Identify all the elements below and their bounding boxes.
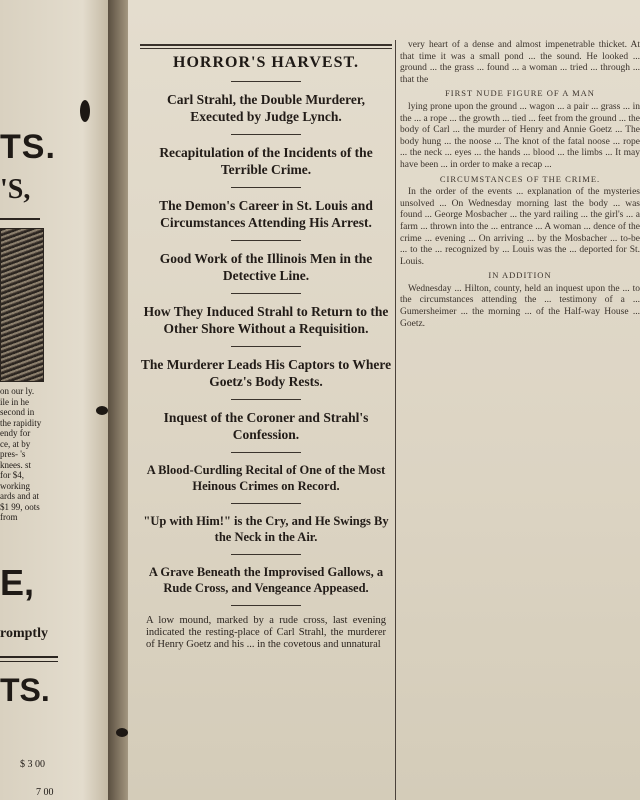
left-fragment-price-2: 7 00 — [36, 787, 54, 798]
engraving-illustration — [0, 228, 44, 382]
article-deck: Carl Strahl, the Double Murderer, Executed by Judge Lynch. — [167, 92, 365, 124]
article-deck: Inquest of the Coroner and Strahl's Confession. — [163, 410, 369, 442]
left-fragment-small-text: on our ly. ile in he second in the rapidity endy for ce, at by pres- 's knees. st for $4, working ards and at $1 99, oots from — [0, 386, 42, 522]
article-deck: Good Work of the Illinois Men in the Detective Line. — [159, 251, 373, 283]
left-fragment-ts-2: TS. — [0, 672, 50, 708]
article-deck: How They Induced Strahl to Return to the Other Shore Without a Requisition. — [143, 304, 389, 336]
article-deck: The Murderer Leads His Captors to Where Goetz's Body Rests. — [140, 357, 392, 389]
left-fragment-price-1: $ 3 00 — [20, 759, 45, 770]
deck-separator — [231, 605, 301, 606]
right-column — [400, 40, 640, 330]
left-fragment-e: E, — [0, 562, 35, 603]
deck-separator — [231, 134, 301, 135]
right-column-subhead: CIRCUMSTANCES OF THE CRIME. — [439, 173, 601, 184]
right-column-subhead: FIRST NUDE FIGURE OF A MAN — [445, 88, 595, 99]
right-column-paragraph: lying prone upon the ground ... wagon ... a pair ... grass ... in the ... a rope ... the growth ... tied ... feet from the ground ... the body of Carl ... the murder of Henry and Annie Goetz ... The body hung ... the noose ... The knot of the fatal noose ... rope ... the neck ... eyes ... the hands ... blood ... the limbs ... It may have been ... in order to make a recap ... — [400, 101, 640, 170]
binding-hole — [116, 728, 128, 737]
article-deck: The Demon's Career in St. Louis and Circumstances Attending His Arrest. — [159, 198, 373, 230]
deck-separator — [231, 81, 301, 82]
right-column-subhead: IN ADDITION — [488, 270, 552, 281]
article-deck: A Blood-Curdling Recital of One of the Most Heinous Crimes on Record. — [146, 463, 386, 493]
right-column-paragraph: In the order of the events ... explanation of the mysteries unsolved ... On Wednesday morning last the body ... was found ... George Mosbacher ... the yard railing ... the girl's ... a farm ... thrown into the ... entrance ... A woman ... dence of the crime ... evening ... On arriving ... by the Mosbacher ... to-be ... to the ... recognized by ... Louis was the ... deported for St. Louis. — [400, 187, 640, 267]
binding-hole — [96, 406, 108, 415]
article-deck: A Grave Beneath the Improvised Gallows, a Rude Cross, and Vengeance Appeased. — [148, 565, 384, 595]
deck-separator — [231, 554, 301, 555]
article-headline: HORROR'S HARVEST. — [173, 54, 359, 71]
divider — [0, 656, 58, 658]
column-top-rule-thin — [140, 48, 392, 49]
article-deck: "Up with Him!" is the Cry, and He Swings By the Neck in the Air. — [143, 514, 389, 544]
deck-separator — [231, 293, 301, 294]
deck-separator — [231, 346, 301, 347]
article-deck: Recapitulation of the Incidents of the Terrible Crime. — [159, 145, 373, 177]
column-divider — [395, 40, 396, 800]
deck-separator — [231, 452, 301, 453]
divider — [0, 218, 40, 220]
right-column-paragraph: Wednesday ... Hilton, county, held an inquest upon the ... to the circumstances attending the ... testimony of a ... Gumersheimer ... the morning ... of the Half-way House ... Goetz. — [400, 283, 640, 329]
divider — [0, 661, 58, 662]
left-fragment-promptly: romptly — [0, 626, 48, 641]
right-column-paragraph: very heart of a dense and almost impenetrable thicket. At that time it was a small pond ... the sound. He looked ... ground ... the grass ... found ... a woman ... tried ... through ... that the — [400, 40, 640, 85]
left-fragment-s: 'S, — [0, 174, 31, 205]
deck-separator — [231, 503, 301, 504]
deck-separator — [231, 240, 301, 241]
deck-separator — [231, 399, 301, 400]
left-page-fragments — [0, 0, 110, 800]
article-column — [140, 50, 392, 651]
left-fragment-ts: TS. — [0, 128, 56, 166]
article-body: A low mound, marked by a rude cross, last evening indicated the resting-place of Carl Strahl, the murderer of Henry Goetz and his ... in the covetous and unnatural — [146, 615, 386, 650]
deck-separator — [231, 187, 301, 188]
column-top-rule — [140, 44, 392, 46]
binding-hole — [80, 100, 90, 122]
